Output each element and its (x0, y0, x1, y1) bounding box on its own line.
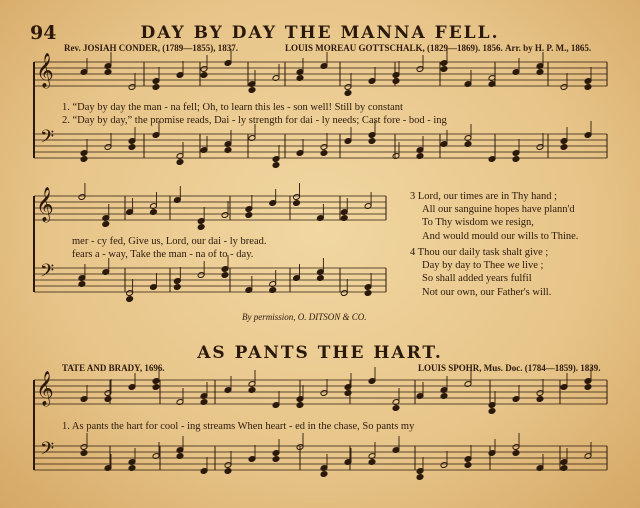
note-head (224, 468, 232, 475)
hymn-title-day-by-day: DAY BY DAY THE MANNA FELL. (140, 23, 500, 43)
verse-4-line: 4 Thou our daily task shalt give ; (410, 247, 549, 258)
lyric-line-verse-1: 1. “Day by day the man - na fell; Oh, to learn this les - son well! Still by constant (62, 102, 403, 113)
note-head (560, 144, 568, 151)
treble-clef-icon: 𝄞 (36, 53, 54, 88)
note-head (440, 66, 448, 73)
note-head (245, 212, 253, 219)
verse-3-line: All our sanguine hopes have plann'd (422, 204, 575, 216)
note-head (512, 156, 520, 163)
note-head (248, 87, 256, 94)
verse-3-line: To Thy wisdom we resign, (422, 217, 534, 229)
lyric-line2-verse-1: mer - cy fed, Give us, Lord, our dai - ly bread. (72, 236, 267, 247)
verse-4-line: Day by day to Thee we live ; (422, 260, 544, 272)
note-head (80, 450, 88, 457)
note-head (464, 462, 472, 469)
bass-clef-icon: 𝄢 (40, 127, 55, 152)
note-head (293, 200, 301, 207)
note-head (392, 405, 400, 412)
note-head (584, 84, 592, 91)
lyric-line-hymn2: 1. As pants the hart for cool - ing streams When heart - ed in the chase, So pants my (62, 421, 415, 432)
note-head (416, 474, 424, 481)
note-head (488, 408, 496, 415)
note-head (536, 396, 544, 403)
treble-clef-icon: 𝄞 (36, 371, 54, 406)
verse-4-line: Not our own, our Father's will. (422, 286, 552, 298)
note-head (173, 284, 181, 291)
note-head (152, 384, 160, 391)
note-head (344, 390, 352, 397)
words-credit-2: TATE AND BRADY, 1696. (62, 363, 165, 373)
note-head (320, 471, 328, 478)
note-head (272, 456, 280, 463)
music-credit: LOUIS MOREAU GOTTSCHALK, (1829—1869). 1856. (285, 43, 503, 53)
bass-clef-icon: 𝄢 (40, 439, 55, 464)
note-head (176, 159, 184, 166)
note-head (102, 221, 110, 228)
note-head (80, 156, 88, 163)
verse-3-line: 3 Lord, our times are in Thy hand ; (410, 191, 558, 202)
note-head (512, 450, 520, 457)
note-head (392, 78, 400, 85)
note-head (296, 402, 304, 409)
note-head (364, 290, 372, 297)
verse-4-line: So shall added years fulfil (422, 273, 532, 285)
note-head (368, 138, 376, 145)
note-head (584, 384, 592, 391)
note-head (320, 150, 328, 157)
note-head (221, 272, 229, 279)
note-head (197, 224, 205, 231)
words-credit: Rev. JOSIAH CONDER, (1789—1855), 1837. (64, 43, 239, 53)
note-head (344, 90, 352, 97)
lyric-line-verse-2: 2. “Day by day,” the promise reads, Dai - ly strength for dai - ly needs; Cast fore - bod - ing (62, 115, 447, 126)
lyric-line2-verse-2: fears a - way, Take the man - na of to - day. (72, 249, 254, 260)
hymn-title-as-pants: AS PANTS THE HART. (197, 343, 443, 363)
bass-clef-icon: 𝄢 (40, 261, 55, 286)
note-head (104, 396, 112, 403)
note-head (152, 84, 160, 91)
note-head (128, 144, 136, 151)
music-credit-2: LOUIS SPOHR, Mus. Doc. (1784—1859). 1839. (418, 363, 601, 373)
note-head (200, 72, 208, 79)
verse-3-line: And would mould our wills to Thine. (422, 230, 579, 242)
treble-clef-icon: 𝄞 (36, 187, 54, 222)
permission-note: By permission, O. DITSON & CO. (242, 312, 367, 322)
note-head (272, 162, 280, 169)
note-head (126, 296, 134, 303)
page-number: 94 (30, 22, 57, 44)
arranger-credit: Arr. by H. P. M., 1865. (505, 43, 592, 53)
